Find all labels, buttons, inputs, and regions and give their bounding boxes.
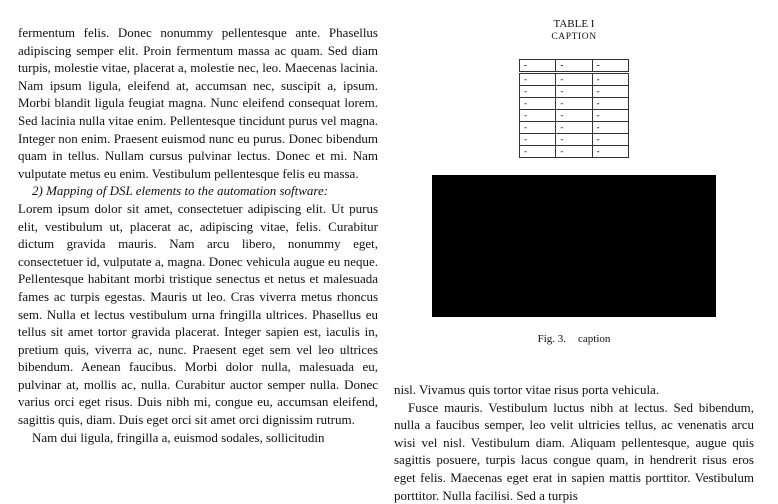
body-paragraph: Lorem ipsum dolor sit amet, consectetuer adipiscing elit. Ut purus elit, vestibulum ut, placerat ac, adipiscing vitae, felis. Curabitur dictum gravida mauris. Nam arcu libero, nonummy eget, consectetuer id, vulputate a, magna. Donec vehicula augue eu neque. Pellentesque habitant morbi tristique senectus et netus et malesuada fames ac turpis egestas. Mauris ut leo. Cras viverra metus rhoncus sem. Nulla et lectus vestibulum urna fringilla ultrices. Phasellus eu tellus sit amet tortor gravida placerat. Integer sapien est, iaculis in, pretium quis, viverra ac, nunc. Praesent eget sem vel leo ultrices bibendum. Aenean faucibus. Morbi dolor nulla, malesuada eu, pulvinar at, mollis ac, nulla. Curabitur auctor semper nulla. Donec varius orci eget risus. Duis nibh mi, congue eu, accumsan eleifend, sagittis quis, diam. Duis eget orci sit amet orci dignissim rutrum.: [18, 200, 378, 428]
body-paragraph: nisl. Vivamus quis tortor vitae risus porta vehicula.: [394, 382, 660, 397]
table-cell: -: [520, 122, 556, 134]
table-row: [520, 122, 629, 134]
table-row: [520, 110, 629, 122]
table-title: TABLE I: [553, 18, 595, 30]
table-cell: -: [556, 73, 592, 86]
table-row: [520, 134, 629, 146]
table-cell: -: [556, 134, 592, 146]
table-cell: -: [592, 73, 628, 86]
table-cell: -: [520, 86, 556, 98]
table-cell: -: [556, 146, 592, 158]
table-cell: -: [520, 146, 556, 158]
figure-caption: [394, 333, 754, 346]
table-cell: -: [592, 122, 628, 134]
table-header-cell: -: [556, 60, 592, 73]
table-cell: -: [592, 134, 628, 146]
table-header-row: [520, 60, 629, 73]
left-column: [18, 24, 378, 446]
table-cell: -: [520, 134, 556, 146]
figure-label: Fig. 3.: [537, 333, 567, 345]
table-row: [520, 98, 629, 110]
table-cell: -: [520, 110, 556, 122]
figure-caption-text: caption: [578, 333, 611, 345]
body-paragraph: Nam dui ligula, fringilla a, euismod sodales, sollicitudin: [32, 429, 325, 445]
data-table: [519, 59, 629, 158]
table-header-cell: -: [520, 60, 556, 73]
table-caption: CAPTION: [551, 32, 597, 42]
table-cell: -: [556, 86, 592, 98]
body-paragraph: fermentum felis. Donec nonummy pellentesque ante. Phasellus adipiscing semper elit. Proin fermentum massa ac quam. Sed diam turpis, molestie vitae, placerat a, molestie nec, leo. Maecenas lacinia. Nam ipsum ligula, eleifend at, accumsan nec, suscipit a, ipsum. Morbi blandit ligula feugiat magna. Nunc eleifend consequat lorem. Sed lacinia nulla vitae enim. Pellentesque tincidunt purus vel magna. Integer non enim. Praesent euismod nunc eu purus. Donec bibendum quam in tellus. Nullam cursus pulvinar lectus. Donec et mi. Nam vulputate metus eu enim. Vestibulum pellentesque felis eu massa.: [18, 25, 378, 181]
table-cell: -: [520, 98, 556, 110]
right-column: [394, 381, 754, 504]
table-row: [520, 73, 629, 86]
table-cell: -: [592, 98, 628, 110]
table-row: [520, 146, 629, 158]
figure-image: [432, 175, 716, 317]
table-cell: -: [556, 122, 592, 134]
table-row: [520, 86, 629, 98]
table-cell: -: [520, 73, 556, 86]
table-cell: -: [556, 110, 592, 122]
table-cell: -: [592, 86, 628, 98]
table-cell: -: [592, 110, 628, 122]
table-cell: -: [556, 98, 592, 110]
table-cell: -: [592, 146, 628, 158]
body-paragraph: Fusce mauris. Vestibulum luctus nibh at lectus. Sed bibendum, nulla a faucibus semper, leo velit ultricies tellus, ac venenatis arcu wisi vel nisl. Vestibulum diam. Aliquam pellentesque, augue quis sagittis posuere, turpis lacus congue quam, in hendrerit risus eros eget felis. Maecenas eget erat in sapien mattis porttitor. Vestibulum porttitor. Nulla facilisi. Sed a turpis: [394, 399, 754, 503]
table-header-cell: -: [592, 60, 628, 73]
subsection-heading: 2) Mapping of DSL elements to the automation software:: [32, 183, 329, 199]
